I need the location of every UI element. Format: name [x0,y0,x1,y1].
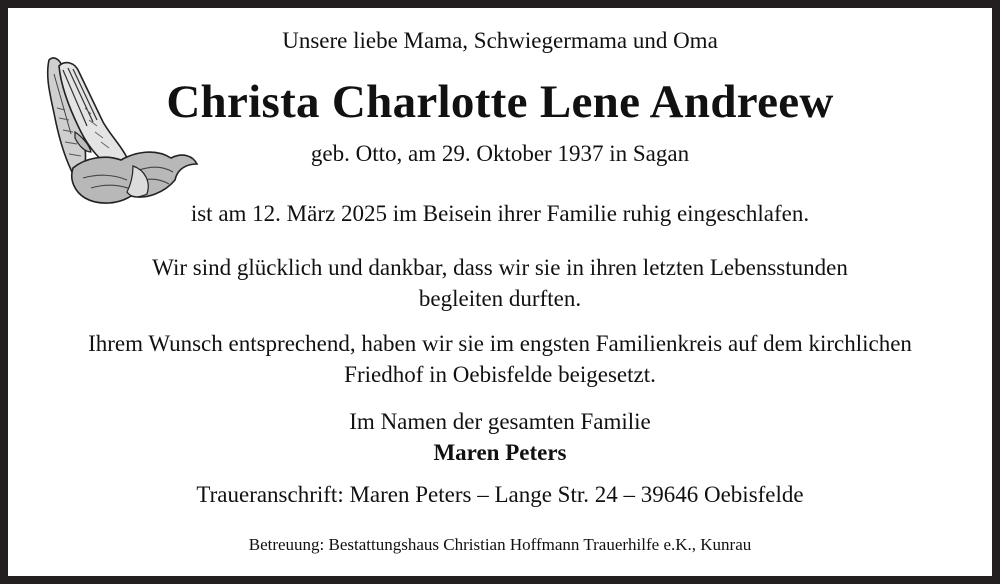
gratitude-line-2: begleiten durften. [418,286,582,311]
burial-paragraph [8,328,992,390]
intro-line: Unsere liebe Mama, Schwiegermama und Oma [282,28,718,53]
deceased-name: Christa Charlotte Lene Andreew [166,76,834,128]
signoff-line: Im Namen der gesamten Familie [349,409,651,434]
death-line: ist am 12. März 2025 im Beisein ihrer Familie ruhig eingeschlafen. [190,201,810,226]
birth-line: geb. Otto, am 29. Oktober 1937 in Sagan [310,141,690,166]
burial-line-2: Friedhof in Oebisfelde beigesetzt. [344,362,656,387]
gratitude-line-1: Wir sind glücklich und dankbar, dass wir sie in ihren letzten Lebensstunden [152,255,848,280]
funeral-home-line: Betreuung: Bestattungshaus Christian Hoffmann Trauerhilfe e.K., Kunrau [248,535,752,554]
gratitude-paragraph [8,252,992,314]
mourning-address: Traueranschrift: Maren Peters – Lange Str. 24 – 39646 Oebisfelde [196,482,804,507]
signer-name: Maren Peters [433,440,567,465]
signature-block [8,406,992,468]
burial-line-1: Ihrem Wunsch entsprechend, haben wir sie im engsten Familienkreis auf dem kirchlichen [88,331,912,356]
